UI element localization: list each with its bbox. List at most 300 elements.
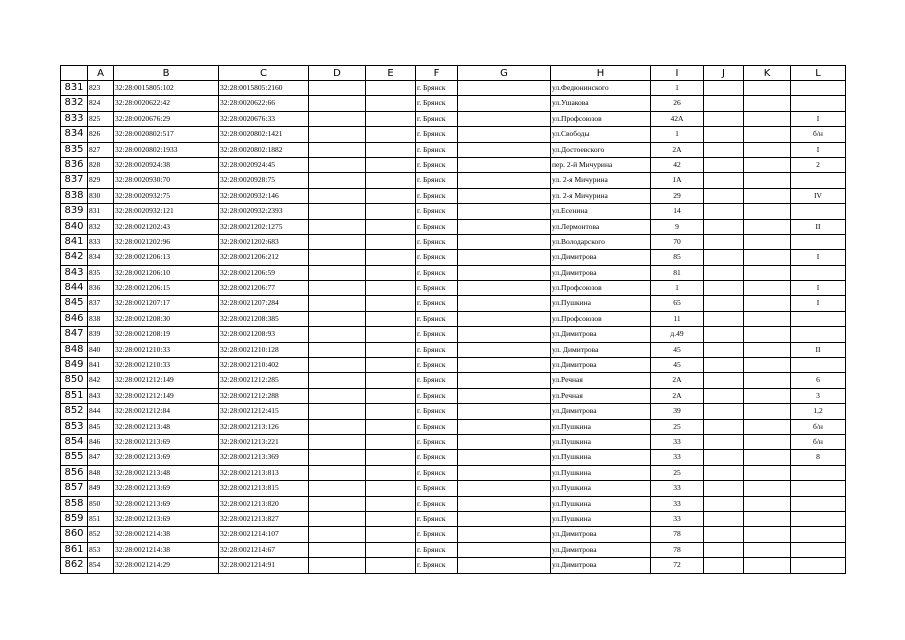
cell-k[interactable] <box>744 450 791 465</box>
cell-l[interactable]: I <box>791 296 846 311</box>
cell-a[interactable]: 846 <box>88 434 114 449</box>
cell-k[interactable] <box>744 358 791 373</box>
cell-j[interactable] <box>704 96 744 111</box>
row-number[interactable]: 854 <box>61 434 88 449</box>
cell-h[interactable]: ул.Профсоюзов <box>551 281 651 296</box>
cell-a[interactable]: 838 <box>88 311 114 326</box>
cell-j[interactable] <box>704 81 744 96</box>
cell-c[interactable]: 32:28:0021212:415 <box>219 404 309 419</box>
cell-j[interactable] <box>704 173 744 188</box>
cell-i[interactable]: 25 <box>651 419 704 434</box>
cell-k[interactable] <box>744 465 791 480</box>
row-number[interactable]: 838 <box>61 188 88 203</box>
cell-e[interactable] <box>366 234 416 249</box>
cell-d[interactable] <box>309 204 366 219</box>
cell-l[interactable] <box>791 311 846 326</box>
cell-a[interactable]: 824 <box>88 96 114 111</box>
cell-k[interactable] <box>744 265 791 280</box>
cell-e[interactable] <box>366 127 416 142</box>
cell-k[interactable] <box>744 311 791 326</box>
cell-i[interactable]: 1 <box>651 81 704 96</box>
row-number[interactable]: 850 <box>61 373 88 388</box>
cell-h[interactable]: ул. Димитрова <box>551 342 651 357</box>
column-header-j[interactable]: J <box>704 66 744 81</box>
cell-c[interactable]: 32:28:0020932:2393 <box>219 204 309 219</box>
cell-f[interactable]: г. Брянск <box>416 250 458 265</box>
cell-c[interactable]: 32:28:0020928:75 <box>219 173 309 188</box>
cell-e[interactable] <box>366 558 416 573</box>
cell-i[interactable]: 45 <box>651 342 704 357</box>
cell-k[interactable] <box>744 142 791 157</box>
cell-h[interactable]: ул.Димитрова <box>551 265 651 280</box>
cell-j[interactable] <box>704 250 744 265</box>
cell-f[interactable]: г. Брянск <box>416 496 458 511</box>
cell-i[interactable]: 2А <box>651 142 704 157</box>
cell-j[interactable] <box>704 127 744 142</box>
cell-k[interactable] <box>744 219 791 234</box>
cell-h[interactable]: ул.Пушкина <box>551 296 651 311</box>
cell-d[interactable] <box>309 234 366 249</box>
cell-f[interactable]: г. Брянск <box>416 388 458 403</box>
row-number[interactable]: 846 <box>61 311 88 326</box>
cell-l[interactable]: 1,2 <box>791 404 846 419</box>
cell-b[interactable]: 32:28:0021212:149 <box>114 388 219 403</box>
column-header-a[interactable]: A <box>88 66 114 81</box>
cell-f[interactable]: г. Брянск <box>416 111 458 126</box>
cell-d[interactable] <box>309 81 366 96</box>
row-number[interactable]: 835 <box>61 142 88 157</box>
cell-e[interactable] <box>366 142 416 157</box>
cell-d[interactable] <box>309 434 366 449</box>
cell-a[interactable]: 835 <box>88 265 114 280</box>
cell-h[interactable]: ул.Димитрова <box>551 527 651 542</box>
cell-a[interactable]: 832 <box>88 219 114 234</box>
cell-l[interactable] <box>791 358 846 373</box>
cell-b[interactable]: 32:28:0020924:38 <box>114 157 219 172</box>
cell-k[interactable] <box>744 96 791 111</box>
cell-c[interactable]: 32:28:0021202:1275 <box>219 219 309 234</box>
cell-c[interactable]: 32:28:0021213:813 <box>219 465 309 480</box>
cell-e[interactable] <box>366 358 416 373</box>
cell-c[interactable]: 32:28:0021214:91 <box>219 558 309 573</box>
cell-g[interactable] <box>458 358 551 373</box>
cell-a[interactable]: 843 <box>88 388 114 403</box>
cell-i[interactable]: 39 <box>651 404 704 419</box>
cell-a[interactable]: 837 <box>88 296 114 311</box>
cell-b[interactable]: 32:28:0021206:15 <box>114 281 219 296</box>
cell-b[interactable]: 32:28:0021213:48 <box>114 419 219 434</box>
cell-b[interactable]: 32:28:0020930:70 <box>114 173 219 188</box>
cell-d[interactable] <box>309 111 366 126</box>
cell-k[interactable] <box>744 234 791 249</box>
cell-b[interactable]: 32:28:0020802:517 <box>114 127 219 142</box>
cell-b[interactable]: 32:28:0021206:10 <box>114 265 219 280</box>
cell-l[interactable] <box>791 234 846 249</box>
cell-l[interactable]: 2 <box>791 157 846 172</box>
cell-i[interactable]: д.49 <box>651 327 704 342</box>
cell-c[interactable]: 32:28:0021202:683 <box>219 234 309 249</box>
cell-i[interactable]: 1 <box>651 127 704 142</box>
cell-a[interactable]: 825 <box>88 111 114 126</box>
cell-f[interactable]: г. Брянск <box>416 127 458 142</box>
cell-f[interactable]: г. Брянск <box>416 173 458 188</box>
cell-a[interactable]: 836 <box>88 281 114 296</box>
row-number[interactable]: 862 <box>61 558 88 573</box>
cell-b[interactable]: 32:28:0021214:38 <box>114 542 219 557</box>
cell-e[interactable] <box>366 465 416 480</box>
cell-j[interactable] <box>704 142 744 157</box>
cell-h[interactable]: ул.Пушкина <box>551 434 651 449</box>
cell-f[interactable]: г. Брянск <box>416 219 458 234</box>
row-number[interactable]: 839 <box>61 204 88 219</box>
cell-c[interactable]: 32:28:0021208:385 <box>219 311 309 326</box>
cell-h[interactable]: ул.Пушкина <box>551 450 651 465</box>
cell-a[interactable]: 844 <box>88 404 114 419</box>
cell-g[interactable] <box>458 481 551 496</box>
row-number[interactable]: 841 <box>61 234 88 249</box>
cell-e[interactable] <box>366 327 416 342</box>
cell-h[interactable]: ул.Федюнинского <box>551 81 651 96</box>
cell-a[interactable]: 847 <box>88 450 114 465</box>
cell-b[interactable]: 32:28:0021213:69 <box>114 511 219 526</box>
cell-e[interactable] <box>366 373 416 388</box>
cell-b[interactable]: 32:28:0015805:102 <box>114 81 219 96</box>
cell-k[interactable] <box>744 188 791 203</box>
cell-e[interactable] <box>366 342 416 357</box>
cell-f[interactable]: г. Брянск <box>416 296 458 311</box>
row-number[interactable]: 834 <box>61 127 88 142</box>
cell-h[interactable]: ул.Димитрова <box>551 558 651 573</box>
cell-h[interactable]: ул.Пушкина <box>551 496 651 511</box>
cell-j[interactable] <box>704 542 744 557</box>
cell-g[interactable] <box>458 342 551 357</box>
cell-k[interactable] <box>744 127 791 142</box>
row-number[interactable]: 837 <box>61 173 88 188</box>
cell-f[interactable]: г. Брянск <box>416 527 458 542</box>
cell-c[interactable]: 32:28:0021206:77 <box>219 281 309 296</box>
column-header-d[interactable]: D <box>309 66 366 81</box>
cell-k[interactable] <box>744 388 791 403</box>
cell-j[interactable] <box>704 204 744 219</box>
row-number[interactable]: 840 <box>61 219 88 234</box>
cell-b[interactable]: 32:28:0020676:29 <box>114 111 219 126</box>
cell-b[interactable]: 32:28:0021213:69 <box>114 450 219 465</box>
cell-b[interactable]: 32:28:0021210:33 <box>114 342 219 357</box>
cell-i[interactable]: 11 <box>651 311 704 326</box>
cell-a[interactable]: 829 <box>88 173 114 188</box>
cell-d[interactable] <box>309 342 366 357</box>
cell-h[interactable]: ул.Пушкина <box>551 511 651 526</box>
row-number[interactable]: 859 <box>61 511 88 526</box>
cell-d[interactable] <box>309 96 366 111</box>
cell-e[interactable] <box>366 496 416 511</box>
cell-d[interactable] <box>309 481 366 496</box>
cell-i[interactable]: 42 <box>651 157 704 172</box>
column-header-c[interactable]: C <box>219 66 309 81</box>
cell-f[interactable]: г. Брянск <box>416 465 458 480</box>
cell-d[interactable] <box>309 157 366 172</box>
cell-d[interactable] <box>309 188 366 203</box>
cell-i[interactable]: 78 <box>651 542 704 557</box>
cell-j[interactable] <box>704 434 744 449</box>
corner-header[interactable] <box>61 66 88 81</box>
cell-c[interactable]: 32:28:0021214:67 <box>219 542 309 557</box>
cell-k[interactable] <box>744 173 791 188</box>
cell-a[interactable]: 839 <box>88 327 114 342</box>
cell-k[interactable] <box>744 511 791 526</box>
cell-l[interactable]: 6 <box>791 373 846 388</box>
cell-l[interactable]: I <box>791 111 846 126</box>
cell-i[interactable]: 2А <box>651 373 704 388</box>
cell-g[interactable] <box>458 81 551 96</box>
cell-d[interactable] <box>309 219 366 234</box>
cell-l[interactable] <box>791 542 846 557</box>
cell-f[interactable]: г. Брянск <box>416 188 458 203</box>
row-number[interactable]: 831 <box>61 81 88 96</box>
cell-l[interactable]: I <box>791 250 846 265</box>
cell-d[interactable] <box>309 358 366 373</box>
cell-c[interactable]: 32:28:0021210:128 <box>219 342 309 357</box>
cell-e[interactable] <box>366 419 416 434</box>
cell-k[interactable] <box>744 434 791 449</box>
cell-f[interactable]: г. Брянск <box>416 450 458 465</box>
cell-g[interactable] <box>458 511 551 526</box>
row-number[interactable]: 845 <box>61 296 88 311</box>
cell-k[interactable] <box>744 496 791 511</box>
cell-k[interactable] <box>744 204 791 219</box>
cell-a[interactable]: 852 <box>88 527 114 542</box>
cell-k[interactable] <box>744 157 791 172</box>
cell-c[interactable]: 32:28:0021210:402 <box>219 358 309 373</box>
cell-k[interactable] <box>744 327 791 342</box>
cell-i[interactable]: 9 <box>651 219 704 234</box>
column-header-h[interactable]: H <box>551 66 651 81</box>
cell-l[interactable] <box>791 204 846 219</box>
cell-f[interactable]: г. Брянск <box>416 96 458 111</box>
column-header-l[interactable]: L <box>791 66 846 81</box>
cell-l[interactable]: I <box>791 281 846 296</box>
cell-d[interactable] <box>309 311 366 326</box>
cell-i[interactable]: 29 <box>651 188 704 203</box>
cell-g[interactable] <box>458 434 551 449</box>
cell-e[interactable] <box>366 173 416 188</box>
cell-l[interactable]: IV <box>791 188 846 203</box>
row-number[interactable]: 847 <box>61 327 88 342</box>
cell-e[interactable] <box>366 450 416 465</box>
cell-j[interactable] <box>704 558 744 573</box>
row-number[interactable]: 855 <box>61 450 88 465</box>
cell-e[interactable] <box>366 96 416 111</box>
cell-b[interactable]: 32:28:0021213:69 <box>114 481 219 496</box>
cell-e[interactable] <box>366 265 416 280</box>
cell-e[interactable] <box>366 388 416 403</box>
cell-a[interactable]: 854 <box>88 558 114 573</box>
cell-k[interactable] <box>744 558 791 573</box>
cell-c[interactable]: 32:28:0021207:284 <box>219 296 309 311</box>
cell-g[interactable] <box>458 96 551 111</box>
cell-h[interactable]: ул.Димитрова <box>551 358 651 373</box>
cell-c[interactable]: 32:28:0020622:66 <box>219 96 309 111</box>
cell-l[interactable] <box>791 496 846 511</box>
cell-j[interactable] <box>704 111 744 126</box>
cell-f[interactable]: г. Брянск <box>416 542 458 557</box>
cell-i[interactable]: 33 <box>651 450 704 465</box>
cell-a[interactable]: 826 <box>88 127 114 142</box>
cell-d[interactable] <box>309 296 366 311</box>
cell-e[interactable] <box>366 157 416 172</box>
cell-i[interactable]: 33 <box>651 481 704 496</box>
cell-j[interactable] <box>704 219 744 234</box>
cell-d[interactable] <box>309 142 366 157</box>
cell-g[interactable] <box>458 388 551 403</box>
cell-l[interactable] <box>791 558 846 573</box>
cell-a[interactable]: 849 <box>88 481 114 496</box>
cell-h[interactable]: ул.Ушакова <box>551 96 651 111</box>
cell-k[interactable] <box>744 481 791 496</box>
cell-b[interactable]: 32:28:0021214:38 <box>114 527 219 542</box>
row-number[interactable]: 858 <box>61 496 88 511</box>
cell-a[interactable]: 834 <box>88 250 114 265</box>
cell-j[interactable] <box>704 511 744 526</box>
cell-d[interactable] <box>309 558 366 573</box>
cell-f[interactable]: г. Брянск <box>416 373 458 388</box>
cell-d[interactable] <box>309 250 366 265</box>
cell-f[interactable]: г. Брянск <box>416 234 458 249</box>
cell-c[interactable]: 32:28:0020924:45 <box>219 157 309 172</box>
cell-c[interactable]: 32:28:0021213:820 <box>219 496 309 511</box>
cell-l[interactable]: б/н <box>791 419 846 434</box>
cell-j[interactable] <box>704 327 744 342</box>
cell-e[interactable] <box>366 250 416 265</box>
cell-k[interactable] <box>744 404 791 419</box>
cell-d[interactable] <box>309 173 366 188</box>
cell-e[interactable] <box>366 296 416 311</box>
cell-f[interactable]: г. Брянск <box>416 142 458 157</box>
cell-i[interactable]: 1 <box>651 281 704 296</box>
cell-h[interactable]: ул.Пушкина <box>551 481 651 496</box>
cell-d[interactable] <box>309 327 366 342</box>
cell-e[interactable] <box>366 204 416 219</box>
cell-h[interactable]: ул.Профсоюзов <box>551 111 651 126</box>
cell-h[interactable]: ул.Свободы <box>551 127 651 142</box>
cell-f[interactable]: г. Брянск <box>416 281 458 296</box>
cell-i[interactable]: 85 <box>651 250 704 265</box>
cell-f[interactable]: г. Брянск <box>416 419 458 434</box>
cell-l[interactable]: б/н <box>791 434 846 449</box>
cell-j[interactable] <box>704 296 744 311</box>
cell-g[interactable] <box>458 311 551 326</box>
cell-h[interactable]: ул.Димитрова <box>551 250 651 265</box>
cell-h[interactable]: ул.Речная <box>551 388 651 403</box>
cell-d[interactable] <box>309 511 366 526</box>
cell-g[interactable] <box>458 265 551 280</box>
cell-e[interactable] <box>366 511 416 526</box>
cell-e[interactable] <box>366 219 416 234</box>
cell-l[interactable] <box>791 465 846 480</box>
cell-e[interactable] <box>366 311 416 326</box>
cell-h[interactable]: ул.Речная <box>551 373 651 388</box>
cell-e[interactable] <box>366 542 416 557</box>
cell-c[interactable]: 32:28:0021212:288 <box>219 388 309 403</box>
cell-d[interactable] <box>309 127 366 142</box>
cell-k[interactable] <box>744 342 791 357</box>
cell-g[interactable] <box>458 219 551 234</box>
cell-h[interactable]: ул.Володарского <box>551 234 651 249</box>
cell-b[interactable]: 32:28:0020932:121 <box>114 204 219 219</box>
cell-e[interactable] <box>366 111 416 126</box>
cell-k[interactable] <box>744 373 791 388</box>
cell-b[interactable]: 32:28:0021207:17 <box>114 296 219 311</box>
cell-i[interactable]: 33 <box>651 434 704 449</box>
cell-e[interactable] <box>366 404 416 419</box>
cell-j[interactable] <box>704 465 744 480</box>
cell-a[interactable]: 828 <box>88 157 114 172</box>
cell-b[interactable]: 32:28:0021208:19 <box>114 327 219 342</box>
cell-h[interactable]: ул.Димитрова <box>551 542 651 557</box>
cell-d[interactable] <box>309 450 366 465</box>
cell-k[interactable] <box>744 296 791 311</box>
cell-f[interactable]: г. Брянск <box>416 327 458 342</box>
cell-j[interactable] <box>704 373 744 388</box>
row-number[interactable]: 852 <box>61 404 88 419</box>
column-header-k[interactable]: K <box>744 66 791 81</box>
cell-j[interactable] <box>704 157 744 172</box>
cell-f[interactable]: г. Брянск <box>416 558 458 573</box>
cell-g[interactable] <box>458 542 551 557</box>
column-header-e[interactable]: E <box>366 66 416 81</box>
cell-d[interactable] <box>309 281 366 296</box>
cell-g[interactable] <box>458 296 551 311</box>
cell-k[interactable] <box>744 281 791 296</box>
cell-l[interactable] <box>791 265 846 280</box>
cell-l[interactable] <box>791 481 846 496</box>
row-number[interactable]: 842 <box>61 250 88 265</box>
cell-k[interactable] <box>744 542 791 557</box>
cell-l[interactable]: II <box>791 342 846 357</box>
cell-a[interactable]: 841 <box>88 358 114 373</box>
cell-i[interactable]: 78 <box>651 527 704 542</box>
cell-l[interactable]: 3 <box>791 388 846 403</box>
cell-b[interactable]: 32:28:0021214:29 <box>114 558 219 573</box>
cell-k[interactable] <box>744 527 791 542</box>
cell-e[interactable] <box>366 434 416 449</box>
cell-h[interactable]: ул.Профсоюзов <box>551 311 651 326</box>
cell-b[interactable]: 32:28:0020802:1933 <box>114 142 219 157</box>
cell-g[interactable] <box>458 496 551 511</box>
cell-b[interactable]: 32:28:0021208:30 <box>114 311 219 326</box>
cell-b[interactable]: 32:28:0021212:84 <box>114 404 219 419</box>
cell-g[interactable] <box>458 327 551 342</box>
row-number[interactable]: 844 <box>61 281 88 296</box>
cell-b[interactable]: 32:28:0021213:48 <box>114 465 219 480</box>
cell-e[interactable] <box>366 188 416 203</box>
cell-b[interactable]: 32:28:0021212:149 <box>114 373 219 388</box>
cell-g[interactable] <box>458 250 551 265</box>
cell-j[interactable] <box>704 281 744 296</box>
cell-g[interactable] <box>458 527 551 542</box>
cell-g[interactable] <box>458 404 551 419</box>
cell-j[interactable] <box>704 419 744 434</box>
cell-e[interactable] <box>366 527 416 542</box>
cell-i[interactable]: 65 <box>651 296 704 311</box>
cell-h[interactable]: пер. 2-й Мичурина <box>551 157 651 172</box>
cell-a[interactable]: 831 <box>88 204 114 219</box>
cell-c[interactable]: 32:28:0020802:1882 <box>219 142 309 157</box>
row-number[interactable]: 832 <box>61 96 88 111</box>
column-header-i[interactable]: I <box>651 66 704 81</box>
cell-f[interactable]: г. Брянск <box>416 157 458 172</box>
cell-a[interactable]: 833 <box>88 234 114 249</box>
